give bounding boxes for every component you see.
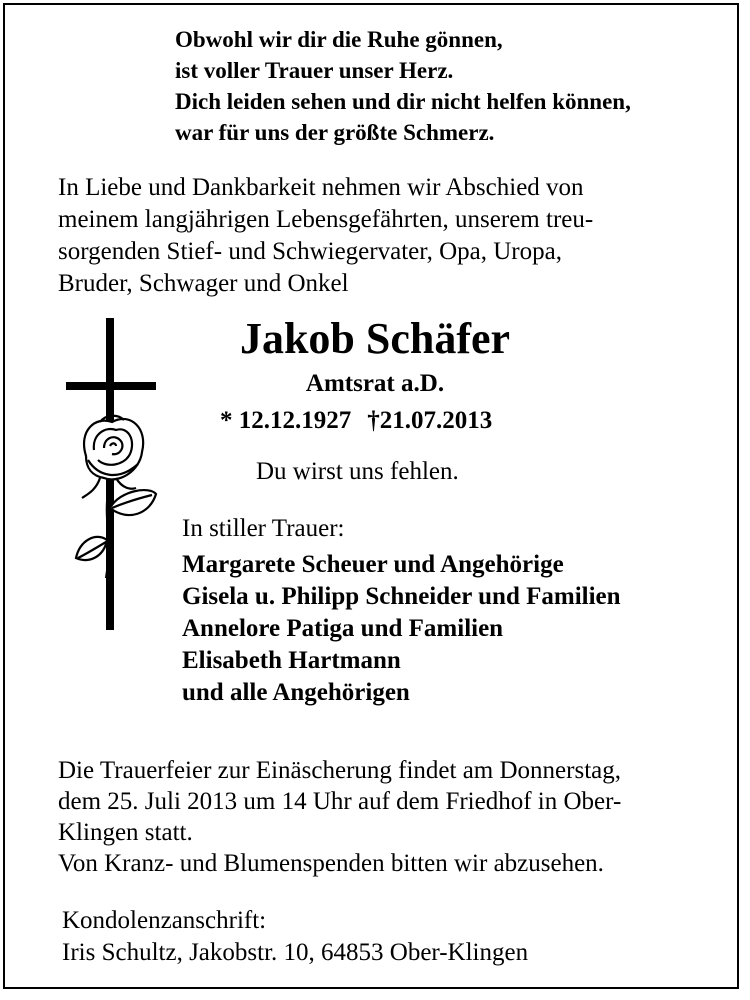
- mourner: Margarete Scheuer und Angehörige: [182, 551, 564, 578]
- poem-line: war für uns der größte Schmerz.: [175, 120, 495, 145]
- deceased-title: Amtsrat a.D.: [305, 370, 445, 397]
- poem: [175, 24, 631, 148]
- poem-line: Obwohl wir dir die Ruhe gönnen,: [175, 27, 503, 52]
- ceremony-line: Die Trauerfeier zur Einäscherung findet am Donnerstag,: [58, 757, 622, 784]
- condolence-label: Kondolenzanschrift:: [62, 907, 267, 934]
- cross-rose-art: [60, 318, 170, 638]
- birth-date: * 12.12.1927: [220, 407, 352, 434]
- condolence-text: Iris Schultz, Jakobstr. 10, 64853 Ober-Klingen: [62, 939, 529, 966]
- ceremony-line: Von Kranz- und Blumenspenden bitten wir abzusehen.: [58, 850, 604, 877]
- mourner: Elisabeth Hartmann: [182, 647, 401, 674]
- intro-line: sorgenden Stief- und Schwiegervater, Opa, Uropa,: [58, 238, 562, 265]
- ceremony-info: [58, 755, 621, 879]
- death-date: †21.07.2013: [367, 407, 493, 434]
- farewell-line: Du wirst uns fehlen.: [256, 458, 459, 485]
- mourner: Annelore Patiga und Familien: [182, 615, 504, 642]
- life-dates: [220, 404, 492, 438]
- poem-line: ist voller Trauer unser Herz.: [175, 58, 454, 83]
- ceremony-line: Klingen statt.: [58, 819, 193, 846]
- deceased-name: Jakob Schäfer: [239, 314, 511, 363]
- ceremony-line: dem 25. Juli 2013 um 14 Uhr auf dem Friedhof in Ober-: [58, 788, 622, 815]
- rose-icon: [76, 416, 156, 578]
- intro-line: Bruder, Schwager und Onkel: [58, 270, 349, 297]
- intro-line: In Liebe und Dankbarkeit nehmen wir Abschied von: [58, 174, 584, 201]
- mourner: und alle Angehörigen: [182, 679, 410, 706]
- intro-line: meinem langjährigen Lebensgefährten, unserem treu-: [58, 206, 594, 233]
- mourning-label: In stiller Trauer:: [182, 515, 345, 542]
- condolence-address: [62, 905, 528, 969]
- intro-text: [58, 172, 708, 300]
- mourners-list: [182, 549, 621, 709]
- mourner: Gisela u. Philipp Schneider und Familien: [182, 583, 621, 610]
- poem-line: Dich leiden sehen und dir nicht helfen können,: [175, 89, 631, 114]
